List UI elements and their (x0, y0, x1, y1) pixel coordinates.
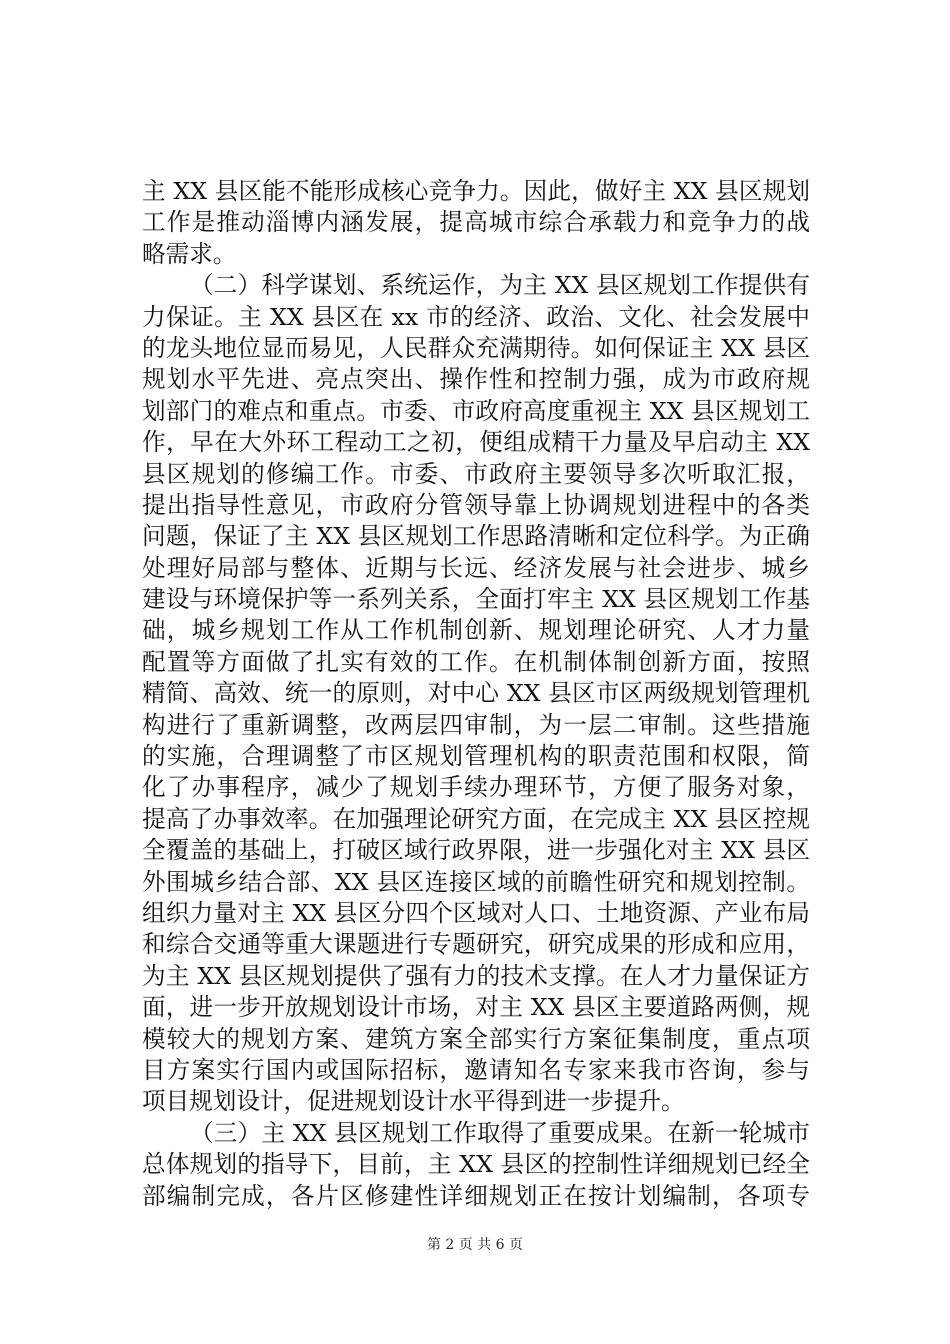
text-line: 面，进一步开放规划设计市场，对主 XX 县区主要道路两侧，规 (142, 993, 810, 1022)
paragraph (142, 176, 810, 270)
page-footer: 第 2 页 共 6 页 (426, 1237, 524, 1253)
text-line: 构进行了重新调整，改两层四审制，为一层二审制。这些措施 (142, 710, 810, 739)
text-line: 县区规划的修编工作。市委、市政府主要领导多次听取汇报， (142, 459, 810, 488)
text-line: 外围城乡结合部、XX 县区连接区域的前瞻性研究和规划控制。 (142, 867, 810, 896)
text-line: 全覆盖的基础上，打破区域行政界限，进一步强化对主 XX 县区 (142, 836, 810, 865)
text-line: 础，城乡规划工作从工作机制创新、规划理论研究、人才力量 (142, 616, 810, 645)
text-line: 和综合交通等重大课题进行专题研究，研究成果的形成和应用， (142, 930, 810, 959)
text-line: 主 XX 县区能不能形成核心竞争力。因此，做好主 XX 县区规划 (142, 177, 810, 205)
paragraph (142, 1118, 810, 1212)
text-line: 作，早在大外环工程动工之初，便组成精干力量及早启动主 XX (142, 428, 810, 457)
text-line: 问题，保证了主 XX 县区规划工作思路清晰和定位科学。为正确 (142, 522, 810, 551)
text-line: 组织力量对主 XX 县区分四个区域对人口、土地资源、产业布局 (142, 898, 810, 927)
text-line: 略需求。 (142, 239, 237, 268)
text-line: 提高了办事效率。在加强理论研究方面，在完成主 XX 县区控规 (142, 804, 810, 833)
text-line: （三）主 XX 县区规划工作取得了重要成果。在新一轮城市 (190, 1118, 810, 1147)
text-line: 精简、高效、统一的原则，对中心 XX 县区市区两级规划管理机 (142, 679, 810, 708)
text-line: 目方案实行国内或国际招标，邀请知名专家来我市咨询，参与 (142, 1055, 810, 1084)
text-line: 部编制完成，各片区修建性详细规划正在按计划编制，各项专 (142, 1181, 810, 1210)
text-line: 提出指导性意见，市政府分管领导靠上协调规划进程中的各类 (142, 490, 810, 519)
text-line: （二）科学谋划、系统运作，为主 XX 县区规划工作提供有 (190, 271, 810, 300)
text-line: 的龙头地位显而易见，人民群众充满期待。如何保证主 XX 县区 (142, 333, 810, 362)
paragraph (142, 270, 810, 1118)
document-body (142, 176, 810, 1212)
text-line: 的实施，合理调整了市区规划管理机构的职责范围和权限，简 (142, 742, 810, 771)
text-line: 工作是推动淄博内涵发展，提高城市综合承载力和竞争力的战 (142, 208, 810, 237)
text-line: 处理好局部与整体、近期与长远、经济发展与社会进步、城乡 (142, 553, 810, 582)
text-line: 划部门的难点和重点。市委、市政府高度重视主 XX 县区规划工 (142, 396, 810, 425)
text-line: 化了办事程序，减少了规划手续办理环节，方便了服务对象， (142, 773, 810, 802)
text-line: 力保证。主 XX 县区在 xx 市的经济、政治、文化、社会发展中 (142, 302, 810, 331)
text-line: 规划水平先进、亮点突出、操作性和控制力强，成为市政府规 (142, 365, 810, 394)
text-line: 项目规划设计，促进规划设计水平得到进一步提升。 (142, 1087, 685, 1116)
text-line: 总体规划的指导下，目前，主 XX 县区的控制性详细规划已经全 (142, 1150, 810, 1179)
text-line: 为主 XX 县区规划提供了强有力的技术支撑。在人才力量保证方 (142, 961, 810, 990)
text-line: 模较大的规划方案、建筑方案全部实行方案征集制度，重点项 (142, 1024, 810, 1053)
text-line: 配置等方面做了扎实有效的工作。在机制体制创新方面，按照 (142, 647, 810, 676)
text-line: 建设与环境保护等一系列关系，全面打牢主 XX 县区规划工作基 (142, 585, 810, 614)
